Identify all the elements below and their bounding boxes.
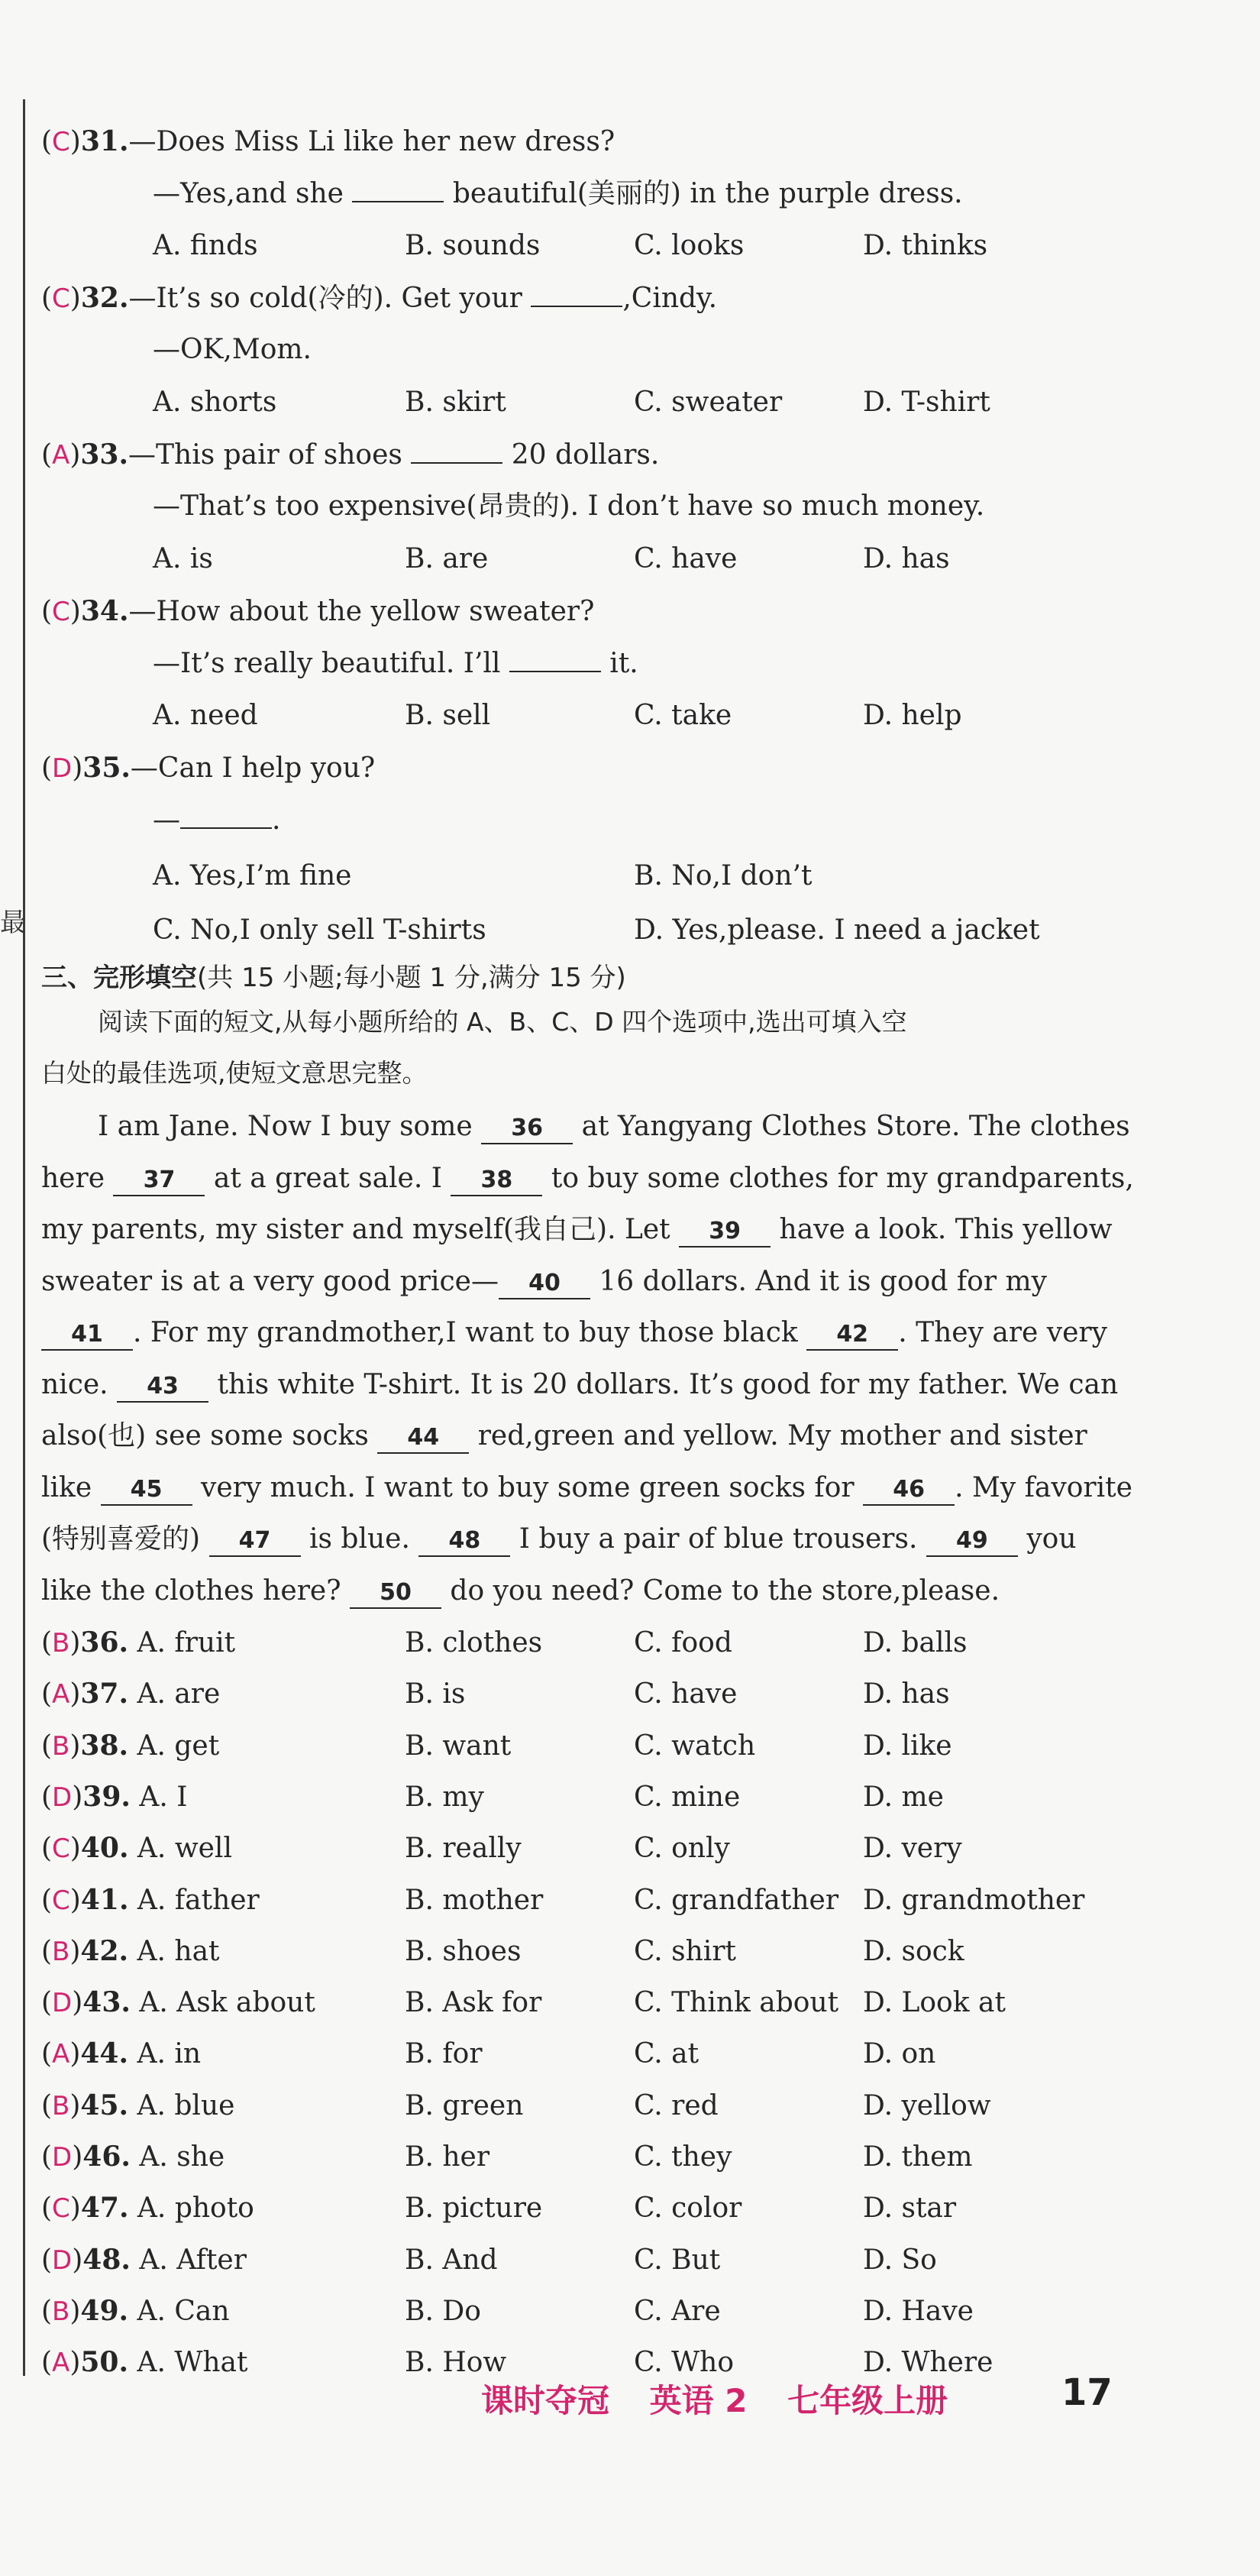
question-43-label: [41, 1987, 315, 2018]
passage-text: also(也) see some socks: [41, 1420, 378, 1451]
question-label: [41, 439, 128, 471]
passage-text: here: [41, 1162, 114, 1194]
question-number: 32.: [80, 282, 129, 314]
paren-close: ): [69, 283, 81, 314]
question-number: 38.: [80, 1729, 129, 1762]
option-c: C. But: [634, 2244, 721, 2276]
answer-blank: [180, 804, 272, 829]
paren-close: ): [69, 1730, 81, 1762]
option-d: D. has: [863, 1678, 950, 1710]
cloze-blank-39: 39: [679, 1217, 771, 1248]
stem-text: ,Cindy.: [622, 283, 718, 314]
reply-text: —: [153, 804, 180, 836]
paren-close: ): [72, 2244, 83, 2276]
passage-text: very much. I want to buy some green socks for: [192, 1471, 864, 1503]
paren-close: ): [69, 1678, 81, 1710]
question-34-stem: [41, 596, 594, 627]
answer-letter: D: [52, 2142, 73, 2173]
answer-blank: [352, 178, 444, 202]
passage-text: this white T-shirt. It is 20 dollars. It’s good for my father. We can: [208, 1368, 1119, 1400]
cloze-blank-37: 37: [113, 1166, 205, 1196]
answer-blank: [509, 648, 601, 672]
cloze-blank-36: 36: [481, 1114, 573, 1144]
question-label: [41, 1833, 128, 1864]
option-d: D. help: [863, 700, 962, 731]
answer-letter: B: [52, 1730, 70, 1762]
answer-letter: C: [52, 127, 70, 157]
passage-text: at Yangyang Clothes Store. The clothes: [573, 1111, 1130, 1142]
paren-open: (: [41, 596, 53, 627]
question-44-label: [41, 2038, 201, 2070]
answer-letter: D: [52, 753, 73, 784]
passage-text: 16 dollars. And it is good for my: [590, 1265, 1047, 1297]
question-label: [41, 2193, 128, 2224]
question-42-label: [41, 1936, 220, 1967]
cloze-blank-47: 47: [209, 1526, 301, 1557]
answer-letter: B: [52, 1628, 70, 1659]
paren-close: ): [69, 1935, 81, 1967]
question-35-stem: [41, 752, 375, 784]
question-label: [41, 126, 128, 157]
passage-text: to buy some clothes for my grandparents,: [542, 1162, 1134, 1194]
question-49-label: [41, 2296, 230, 2327]
question-38-label: [41, 1730, 219, 1762]
option-b: B. picture: [405, 2193, 543, 2225]
paren-open: (: [41, 1833, 53, 1865]
question-34-reply: [153, 648, 638, 679]
option-d: D. balls: [863, 1627, 968, 1659]
option-a: A. she: [130, 2141, 225, 2173]
passage-text: (特别喜爱的): [41, 1523, 209, 1555]
section-subtitle: (共 15 小题;每小题 1 分,满分 15 分): [197, 963, 626, 993]
question-label: [41, 2090, 128, 2121]
option-d: D. T-shirt: [863, 387, 990, 418]
option-a: A. finds: [153, 230, 258, 261]
paren-open: (: [41, 1730, 53, 1762]
question-number: 47.: [80, 2192, 129, 2225]
reply-text: .: [272, 804, 281, 836]
option-a: A. What: [128, 2347, 248, 2379]
question-35-reply: [153, 804, 280, 836]
option-d: D. Have: [863, 2295, 974, 2327]
answer-letter: C: [52, 1885, 70, 1916]
paren-close: ): [69, 2193, 81, 2225]
answer-letter: D: [52, 2244, 73, 2276]
paren-open: (: [41, 2038, 53, 2070]
option-b: B. And: [405, 2244, 498, 2276]
option-a: A. Yes,I’m fine: [153, 860, 352, 892]
option-b: B. for: [405, 2038, 483, 2070]
option-d: D. Yes,please. I need a jacket: [634, 914, 1040, 946]
option-b: B. skirt: [405, 387, 506, 418]
option-b: B. want: [405, 1730, 512, 1762]
option-c: C. No,I only sell T-shirts: [153, 914, 486, 946]
option-c: C. take: [634, 700, 732, 731]
passage-text: nice.: [41, 1368, 118, 1400]
question-label: [41, 2244, 131, 2276]
option-b: B. are: [405, 543, 489, 574]
passage-line: [98, 1112, 1130, 1144]
question-label: [41, 1782, 131, 1813]
paren-close: ): [69, 2038, 81, 2070]
cloze-blank-45: 45: [101, 1475, 192, 1506]
answer-blank: [411, 439, 502, 464]
option-d: D. grandmother: [863, 1884, 1085, 1916]
answer-letter: C: [52, 2193, 70, 2225]
question-50-label: [41, 2347, 247, 2378]
cloze-blank-49: 49: [926, 1526, 1018, 1557]
question-label: [41, 283, 128, 314]
question-31-stem: [41, 126, 615, 157]
option-a: A. After: [130, 2244, 247, 2276]
question-39-label: [41, 1782, 187, 1813]
option-a: A. are: [128, 1678, 221, 1710]
question-label: [41, 2296, 128, 2327]
paren-open: (: [41, 1935, 53, 1967]
paren-close: ): [72, 1987, 83, 2019]
question-45-label: [41, 2090, 234, 2121]
option-a: A. get: [128, 1730, 220, 1762]
footer-title: [481, 2376, 977, 2422]
passage-text: at a great sale. I: [205, 1162, 451, 1194]
paren-open: (: [41, 126, 53, 157]
stem-text: —This pair of shoes: [128, 439, 412, 471]
question-number: 49.: [80, 2294, 129, 2327]
option-a: A. hat: [128, 1935, 220, 1967]
answer-letter: C: [52, 283, 70, 314]
question-number: 31.: [80, 125, 129, 157]
option-c: C. at: [634, 2038, 699, 2070]
passage-line: [41, 1370, 1118, 1403]
question-label: [41, 2347, 128, 2378]
answer-letter: C: [52, 1833, 70, 1865]
paren-close: ): [69, 2295, 81, 2327]
paren-close: ): [69, 596, 81, 627]
question-33-stem: [41, 439, 659, 471]
passage-text: you: [1017, 1523, 1077, 1555]
cloze-blank-41: 41: [41, 1320, 133, 1351]
paren-open: (: [41, 2347, 53, 2379]
option-d: D. them: [863, 2141, 973, 2173]
option-c: C. color: [634, 2193, 742, 2225]
option-c: C. mine: [634, 1781, 741, 1813]
question-label: [41, 1730, 128, 1762]
paren-close: ): [72, 2141, 83, 2173]
answer-letter: D: [52, 1782, 73, 1813]
question-number: 37.: [80, 1678, 128, 1710]
question-label: [41, 1885, 128, 1916]
option-d: D. Look at: [863, 1987, 1006, 2019]
question-label: [41, 2038, 128, 2070]
passage-text: like the clothes here?: [41, 1574, 350, 1607]
paren-open: (: [41, 1678, 53, 1710]
option-b: B. sell: [405, 700, 491, 731]
cloze-blank-46: 46: [863, 1475, 955, 1506]
reply-text: beautiful(美丽的) in the purple dress.: [444, 178, 963, 209]
option-c: C. Who: [634, 2347, 735, 2379]
option-a: A. blue: [128, 2089, 235, 2121]
question-label: [41, 1987, 131, 2018]
option-b: B. her: [405, 2141, 490, 2173]
question-label: [41, 1627, 128, 1659]
paren-open: (: [41, 2141, 53, 2173]
section-title-text: 三、完形填空: [41, 963, 197, 993]
option-d: D. yellow: [863, 2089, 991, 2121]
option-b: B. shoes: [405, 1935, 522, 1967]
paren-close: ): [69, 1884, 81, 1916]
question-label: [41, 1678, 128, 1710]
passage-line: [41, 1318, 1107, 1351]
question-41-label: [41, 1885, 260, 1916]
option-c: C. have: [634, 543, 738, 574]
option-b: B. is: [405, 1678, 466, 1710]
passage-text: I am Jane. Now I buy some: [98, 1111, 482, 1142]
option-a: A. is: [153, 543, 213, 574]
option-c: C. grandfather: [634, 1884, 839, 1916]
option-b: B. my: [405, 1781, 484, 1813]
option-a: A. well: [128, 1833, 232, 1865]
stem-text: —It’s so cold(冷的). Get your: [128, 283, 531, 314]
passage-text: . They are very: [898, 1317, 1107, 1348]
option-a: A. shorts: [153, 387, 277, 418]
paren-close: ): [69, 1627, 81, 1659]
option-c: C. sweater: [634, 387, 783, 418]
question-48-label: [41, 2244, 247, 2276]
passage-line: [41, 1215, 1113, 1248]
paren-close: ): [69, 2089, 81, 2121]
passage-text: have a look. This yellow: [771, 1214, 1113, 1245]
passage-text: is blue.: [300, 1523, 419, 1555]
option-c: C. Are: [634, 2295, 721, 2327]
question-number: 43.: [82, 1986, 131, 2019]
instruction-line: 阅读下面的短文,从每小题所给的 A、B、C、D 四个选项中,选出可填入空: [98, 1007, 907, 1037]
answer-letter: A: [52, 440, 70, 471]
passage-text: do you need? Come to the store,please.: [441, 1574, 1000, 1607]
cloze-blank-40: 40: [499, 1269, 590, 1299]
option-d: D. has: [863, 543, 950, 574]
option-b: B. really: [405, 1833, 522, 1865]
question-label: [41, 752, 131, 784]
answer-letter: A: [52, 2348, 70, 2379]
option-a: A. photo: [128, 2193, 254, 2225]
cloze-blank-50: 50: [350, 1578, 441, 1609]
passage-text: my parents, my sister and myself(我自己). Let: [41, 1214, 680, 1245]
passage-line: [41, 1163, 1134, 1196]
reply-text: —Yes,and she: [153, 178, 353, 209]
instruction-line: 白处的最佳选项,使短文意思完整。: [41, 1058, 428, 1088]
option-b: B. mother: [405, 1884, 544, 1916]
option-a: A. Ask about: [130, 1987, 315, 2019]
question-number: 42.: [80, 1934, 129, 1967]
option-b: B. green: [405, 2089, 524, 2121]
question-number: 48.: [82, 2243, 131, 2276]
option-a: A. Can: [128, 2295, 230, 2327]
left-margin-line: [23, 99, 25, 2376]
question-number: 39.: [82, 1780, 131, 1813]
footer-subject: 英语 2: [649, 2382, 748, 2419]
paren-open: (: [41, 2193, 53, 2225]
question-37-label: [41, 1678, 220, 1710]
option-c: C. they: [634, 2141, 732, 2173]
passage-line: [41, 1576, 1000, 1609]
question-number: 33.: [80, 439, 128, 471]
option-c: C. Think about: [634, 1987, 839, 2019]
paren-open: (: [41, 439, 53, 471]
passage-line: [41, 1267, 1047, 1299]
option-d: D. me: [863, 1781, 944, 1813]
question-number: 36.: [80, 1626, 129, 1659]
cloze-blank-44: 44: [377, 1423, 469, 1454]
paren-open: (: [41, 1987, 53, 2019]
answer-letter: A: [52, 1679, 70, 1710]
question-number: 35.: [82, 752, 131, 784]
answer-letter: B: [52, 1936, 70, 1967]
paren-close: ): [69, 126, 81, 157]
option-a: A. I: [130, 1781, 188, 1813]
answer-letter: C: [52, 597, 70, 627]
paren-open: (: [41, 2244, 53, 2276]
option-a: A. father: [128, 1884, 260, 1916]
option-d: D. Where: [863, 2347, 993, 2379]
option-a: A. in: [128, 2038, 202, 2070]
option-c: C. watch: [634, 1730, 756, 1762]
question-number: 45.: [80, 2089, 129, 2121]
passage-text: red,green and yellow. My mother and sister: [469, 1420, 1087, 1451]
question-36-label: [41, 1627, 235, 1659]
option-d: D. very: [863, 1833, 962, 1865]
option-b: B. How: [405, 2347, 507, 2379]
passage-line: [41, 1421, 1087, 1454]
question-32-stem: [41, 283, 717, 314]
option-c: C. only: [634, 1833, 730, 1865]
reply-text: it.: [600, 648, 638, 679]
stem-text: —How about the yellow sweater?: [128, 596, 595, 627]
section-heading: [41, 956, 626, 994]
option-a: A. fruit: [128, 1627, 236, 1659]
cloze-blank-42: 42: [806, 1320, 898, 1351]
question-47-label: [41, 2193, 254, 2224]
option-c: C. looks: [634, 230, 745, 261]
answer-letter: B: [52, 2090, 70, 2121]
option-b: B. clothes: [405, 1627, 543, 1659]
cloze-blank-38: 38: [451, 1166, 542, 1196]
option-d: D. star: [863, 2193, 957, 2225]
question-label: [41, 2141, 131, 2173]
stem-text: 20 dollars.: [502, 439, 660, 471]
option-d: D. on: [863, 2038, 936, 2070]
passage-line: [41, 1473, 1132, 1506]
question-number: 40.: [80, 1832, 129, 1865]
page-number: 17: [1061, 2371, 1113, 2414]
footer-series: 课时夺冠: [481, 2382, 610, 2419]
question-number: 50.: [80, 2346, 128, 2379]
footer-grade: 七年级上册: [787, 2382, 948, 2419]
paren-close: ): [69, 439, 81, 471]
option-d: D. sock: [863, 1935, 964, 1967]
passage-text: like: [41, 1471, 101, 1503]
passage-text: I buy a pair of blue trousers.: [510, 1523, 926, 1555]
question-40-label: [41, 1833, 232, 1864]
answer-blank: [531, 283, 622, 307]
option-c: C. have: [634, 1678, 738, 1710]
passage-text: . For my grandmother,I want to buy those black: [133, 1317, 807, 1348]
paren-close: ): [69, 1833, 81, 1865]
paren-open: (: [41, 752, 53, 784]
option-c: C. shirt: [634, 1935, 736, 1967]
passage-text: . My favorite: [955, 1471, 1132, 1503]
answer-letter: D: [52, 1988, 73, 2019]
option-c: C. red: [634, 2089, 719, 2121]
question-number: 34.: [80, 595, 129, 627]
question-31-reply: [153, 178, 963, 209]
option-a: A. need: [153, 700, 258, 731]
option-b: B. No,I don’t: [634, 860, 813, 892]
paren-open: (: [41, 1884, 53, 1916]
question-46-label: [41, 2141, 225, 2173]
answer-letter: A: [52, 2039, 70, 2070]
paren-open: (: [41, 1781, 53, 1813]
passage-line: [41, 1524, 1077, 1557]
stray-character: 最: [0, 908, 26, 938]
paren-open: (: [41, 283, 53, 314]
answer-letter: B: [52, 2296, 70, 2327]
paren-close: ): [69, 2347, 81, 2379]
paren-open: (: [41, 2295, 53, 2327]
stem-text: —Does Miss Li like her new dress?: [128, 126, 615, 157]
option-d: D. So: [863, 2244, 937, 2276]
question-number: 44.: [80, 2037, 128, 2070]
question-33-reply: —That’s too expensive(昂贵的). I don’t have so much money.: [153, 490, 985, 522]
paren-close: ): [72, 1781, 83, 1813]
option-b: B. Do: [405, 2295, 481, 2327]
passage-text: sweater is at a very good price—: [41, 1265, 499, 1297]
question-number: 41.: [80, 1883, 129, 1916]
question-32-reply: —OK,Mom.: [153, 334, 312, 365]
paren-open: (: [41, 1627, 53, 1659]
cloze-blank-43: 43: [117, 1372, 208, 1403]
question-number: 46.: [82, 2141, 131, 2173]
cloze-blank-48: 48: [418, 1526, 510, 1557]
option-b: B. sounds: [405, 230, 541, 261]
reply-text: —It’s really beautiful. I’ll: [153, 648, 509, 679]
option-b: B. Ask for: [405, 1987, 542, 2019]
option-d: D. thinks: [863, 230, 988, 261]
option-d: D. like: [863, 1730, 952, 1762]
paren-open: (: [41, 2089, 53, 2121]
question-label: [41, 596, 128, 627]
option-c: C. food: [634, 1627, 732, 1659]
paren-close: ): [72, 752, 83, 784]
stem-text: —Can I help you?: [130, 752, 376, 784]
question-label: [41, 1936, 128, 1967]
